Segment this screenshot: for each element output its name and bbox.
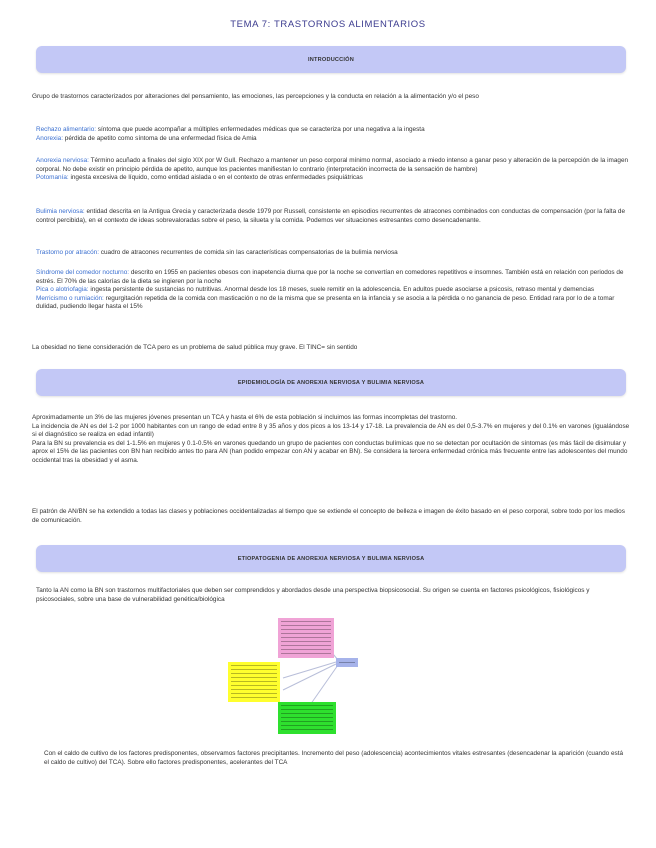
epidemiology-p4: El patrón de AN/BN se ha extendido a todas las clases y poblaciones occidentalizadas al tiempo que se extiende el concepto de belleza e imagen de éxito basado en el peso corporal, sobre todo por los medios de comunicación. <box>32 508 625 524</box>
text-potomania: ingesta excesiva de líquido, como entidad aislada o en el contexto de otras enfermedades psiquiátricas <box>68 174 363 182</box>
document-title: TEMA 7: TRASTORNOS ALIMENTARIOS <box>230 19 426 30</box>
term-rumiacion: Merricismo o rumiación: <box>36 294 104 302</box>
etiopathogenesis-p2: Con el caldo de cultivo de los factores predisponentes, observamos factores precipitantes. Incremento del peso (adolescencia) acontecimientos vitales estresantes (desencadenar la aparición (cuando está el caldo de cultivo) del TCA). Sobre ello factores predisponentes, acelerantes del TCA <box>44 750 624 766</box>
definitions-otros-trastornos <box>36 269 630 312</box>
text-comedor-nocturno: descrito en 1955 en pacientes obesos con inapetencia diurna que por la noche se convertían en comedores repetitivos e insomnes. También está en relación con periodos de estrés. El 70% de las calorías de la dieta se ingieren por la noche <box>36 269 624 285</box>
text-anorexia: pérdida de apetito como síntoma de una enfermedad física de Amia <box>63 134 257 142</box>
section-heading-epidemiologia: EPIDEMIOLOGÍA DE ANOREXIA NERVIOSA Y BULIMIA NERVIOSA <box>36 369 626 396</box>
diagram-box-yellow <box>228 662 280 702</box>
epidemiology-block <box>32 414 632 466</box>
text-atracon: cuadro de atracones recurrentes de comida sin las características compensatorias de la bulimia nerviosa <box>99 249 398 256</box>
text-rechazo: síntoma que puede acompañar a múltiples enfermedades médicas que se caracteriza por una negativa a la ingesta <box>96 126 425 133</box>
connector-yellow-to-green <box>283 664 336 690</box>
connector-yellow-to-blue <box>283 662 336 678</box>
obesidad-note: La obesidad no tiene consideración de TCA pero es un problema de salud pública muy grave. El TINC= sin sentido <box>32 344 358 351</box>
term-potomania: Potomanía: <box>36 174 69 182</box>
diagram-box-pink <box>278 618 334 658</box>
text-anorexia-nerviosa: Término acuñado a finales del siglo XIX por W Gull. Rechazo a mantener un peso corporal mínimo normal, asociado a miedo intenso a ganar peso y alteración de la percepción de la imagen corporal. No debe existir en principio pérdida de apetito, aunque los pacientes manifiestan lo contrario (interpretación incorrecta de la sensación de hambre) <box>36 157 629 173</box>
etiopathogenesis-p1: Tanto la AN como la BN son trastornos multifactoriales que deben ser comprendidos y abordados desde una perspectiva biopsicosocial. Su origen se cuenta en factores psicológicos, fisiológicos y psicosociales, sobre una base de vulnerabilidad genética/biológica <box>36 587 590 603</box>
epidemiology-p2: La incidencia de AN es del 1-2 por 1000 habitantes con un rango de edad entre 8 y 35 años y dos picos a los 13-14 y 17-18. La prevalencia de AN es del 0,5-3.7% en mujeres y del 0.1% en varones (igualándose si el diagnóstico se realiza en edad infantil) <box>32 422 630 439</box>
term-pica: Pica o alotriofagia: <box>36 286 89 294</box>
epidemiology-p1: Aproximadamente un 3% de las mujeres jóvenes presentan un TCA y hasta el 6% de esta población si incluimos las formas incompletas del trastorno. <box>32 414 458 421</box>
text-pica: ingesta persistente de sustancias no nutritivas. Anormal desde los 18 meses, suele remitir en la adolescencia. En adultos puede asociarse a psicosis, retraso mental y demencias <box>88 286 595 294</box>
term-anorexia-nerviosa: Anorexia nerviosa: <box>36 157 89 164</box>
term-anorexia: Anorexia: <box>36 134 63 142</box>
term-rechazo: Rechazo alimentario: <box>36 126 97 133</box>
definition-rechazo-anorexia <box>36 126 630 143</box>
diagram-box-blue <box>336 658 358 667</box>
term-atracon: Trastorno por atracón: <box>36 249 99 256</box>
text-bulimia-nerviosa: entidad descrita en la Antigua Grecia y caracterizada desde 1979 por Russell, consistente en episodios recurrentes de atracones combinados con conductas de compensación (por la falta de control percibida), en el contexto de ideas sobrevaloradas sobre el peso, la silueta y la comida. Podemos ver situaciones estresantes como desencadenante. <box>36 208 626 224</box>
diagram-box-green <box>278 702 336 734</box>
section-heading-introduccion: INTRODUCCIÓN <box>36 46 626 73</box>
term-bulimia-nerviosa: Bulimia nerviosa: <box>36 208 85 215</box>
intro-definition: Grupo de trastornos caracterizados por alteraciones del pensamiento, las emociones, las percepciones y la conducta en relación a la alimentación y/o el peso <box>32 93 479 100</box>
definition-anorexia-nerviosa <box>36 157 630 183</box>
text-rumiacion: regurgitación repetida de la comida con masticación o no de la misma que se presenta en la infancia y se asocia a la pérdida o no ganancia de peso. Entidad rara por lo de a tomar dulidad, pudiendo llegar hasta el 15% <box>36 294 615 311</box>
factors-diagram <box>228 618 378 736</box>
section-heading-etiopatogenia: ETIOPATOGENIA DE ANOREXIA NERVIOSA Y BULIMIA NERVIOSA <box>36 545 626 572</box>
definition-trastorno-atracon <box>36 249 630 258</box>
term-comedor-nocturno: Síndrome del comedor nocturno: <box>36 269 130 276</box>
epidemiology-p3: Para la BN su prevalencia es del 1-1.5% en mujeres y 0.1-0.5% en varones quedando un grupo de pacientes con conductas bulímicas que no se detectan por ocultación de síntomas (es más fácil de disimular y aprox el 15% de las pacientes con BN han recibido antes tto para AN (han podido empezar con AN y acabar en BN). Se considera la tercera enfermedad crónica más frecuente entre las adolescentes del mundo occidental tras la obesidad y el asma. <box>32 439 628 464</box>
definition-bulimia-nerviosa <box>36 208 630 225</box>
